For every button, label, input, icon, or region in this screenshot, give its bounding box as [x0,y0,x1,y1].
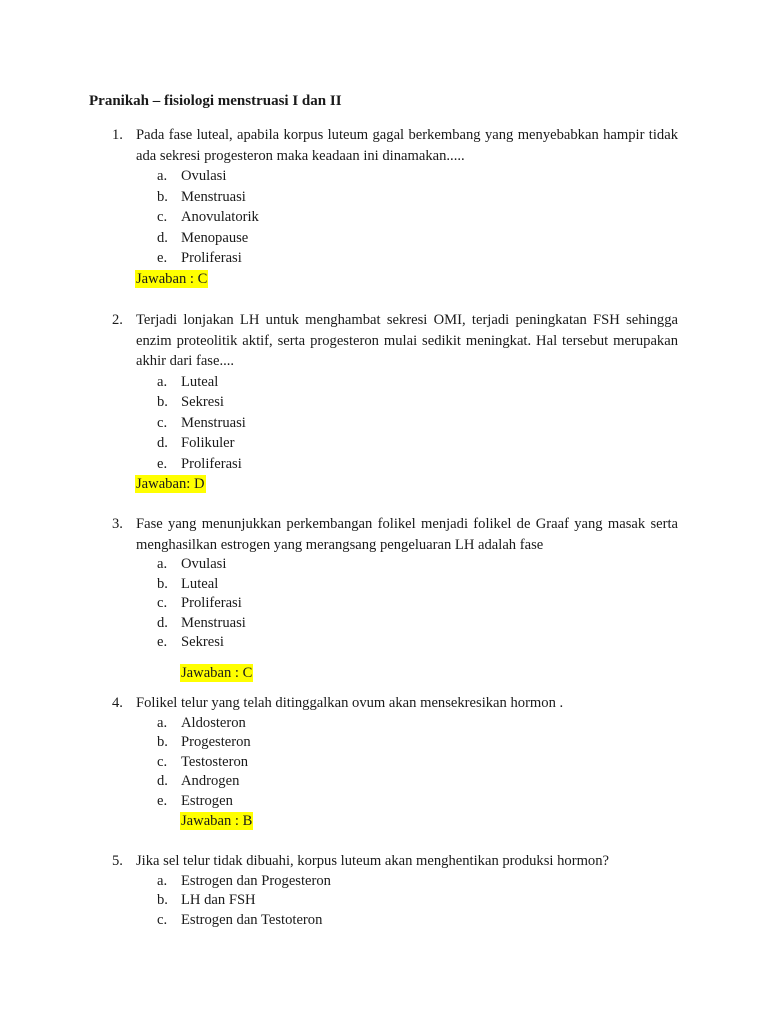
option-b: b. Menstruasi [157,188,246,205]
answer-highlight: Jawaban: D [136,476,205,492]
question-text: Terjadi lonjakan LH untuk menghambat sekresi OMI, terjadi peningkatan FSH sehingga enzim proteolitik aktif, serta progesteron mulai sedikit meningkat. Hal tersebut merupakan akhir dari fase.... [136,312,678,369]
option-c: c. Testosteron [157,753,249,770]
option-d: d. Menopause [157,229,249,246]
answer-highlight: Jawaban : C [181,664,253,681]
option-a: a. Luteal [157,373,219,390]
option-e: e. Sekresi [157,634,224,650]
question-5 [112,851,678,930]
question-number: 5. [112,853,123,869]
question-text: Fase yang menunjukkan perkembangan folikel menjadi folikel de Graaf yang masak serta menghasilkan estrogen yang merangsang pengeluaran LH adalah fase [136,516,678,553]
question-1 [112,125,678,289]
answer-highlight: Jawaban : B [181,813,253,829]
option-b: b. Sekresi [157,394,224,410]
question-number: 3. [112,516,123,532]
option-e: e. Proliferasi [157,455,242,472]
question-text: Jika sel telur tidak dibuahi, korpus luteum akan menghentikan produksi hormon? [136,853,609,869]
question-4 [112,693,678,832]
question-2 [112,310,678,495]
question-text: Folikel telur yang telah ditinggalkan ovum akan mensekresikan hormon . [136,695,564,711]
option-list [112,872,678,931]
option-b: b. Luteal [157,575,219,592]
answer-highlight: Jawaban : C [136,270,208,287]
option-c: c. Proliferasi [157,595,242,611]
option-e: e. Proliferasi [157,250,242,266]
option-d: d. Menstruasi [157,614,246,631]
question-3 [112,514,678,683]
question-number: 4. [112,695,123,711]
option-list [112,714,678,812]
option-c: c. Estrogen dan Testoteron [157,911,323,928]
option-d: d. Androgen [157,773,240,789]
option-a: a. Ovulasi [157,556,227,572]
option-d: d. Folikuler [157,435,235,451]
question-text: Pada fase luteal, apabila korpus luteum gagal berkembang yang menyebabkan hampir tidak ada sekresi progesteron maka keadaan ini dinamakan..... [136,127,678,164]
option-c: c. Anovulatorik [157,209,259,225]
option-c: c. Menstruasi [157,414,246,431]
option-list [112,372,678,475]
option-list [112,555,678,653]
option-a: a. Estrogen dan Progesteron [157,872,331,889]
option-e: e. Estrogen [157,792,233,809]
option-b: b. Progesteron [157,734,251,750]
question-number: 2. [112,312,123,328]
question-number: 1. [112,127,123,143]
option-list [112,166,678,269]
document-title: Pranikah – fisiologi menstruasi I dan II [89,93,342,109]
option-b: b. LH dan FSH [157,892,256,908]
option-a: a. Ovulasi [157,168,227,184]
option-a: a. Aldosteron [157,714,246,731]
